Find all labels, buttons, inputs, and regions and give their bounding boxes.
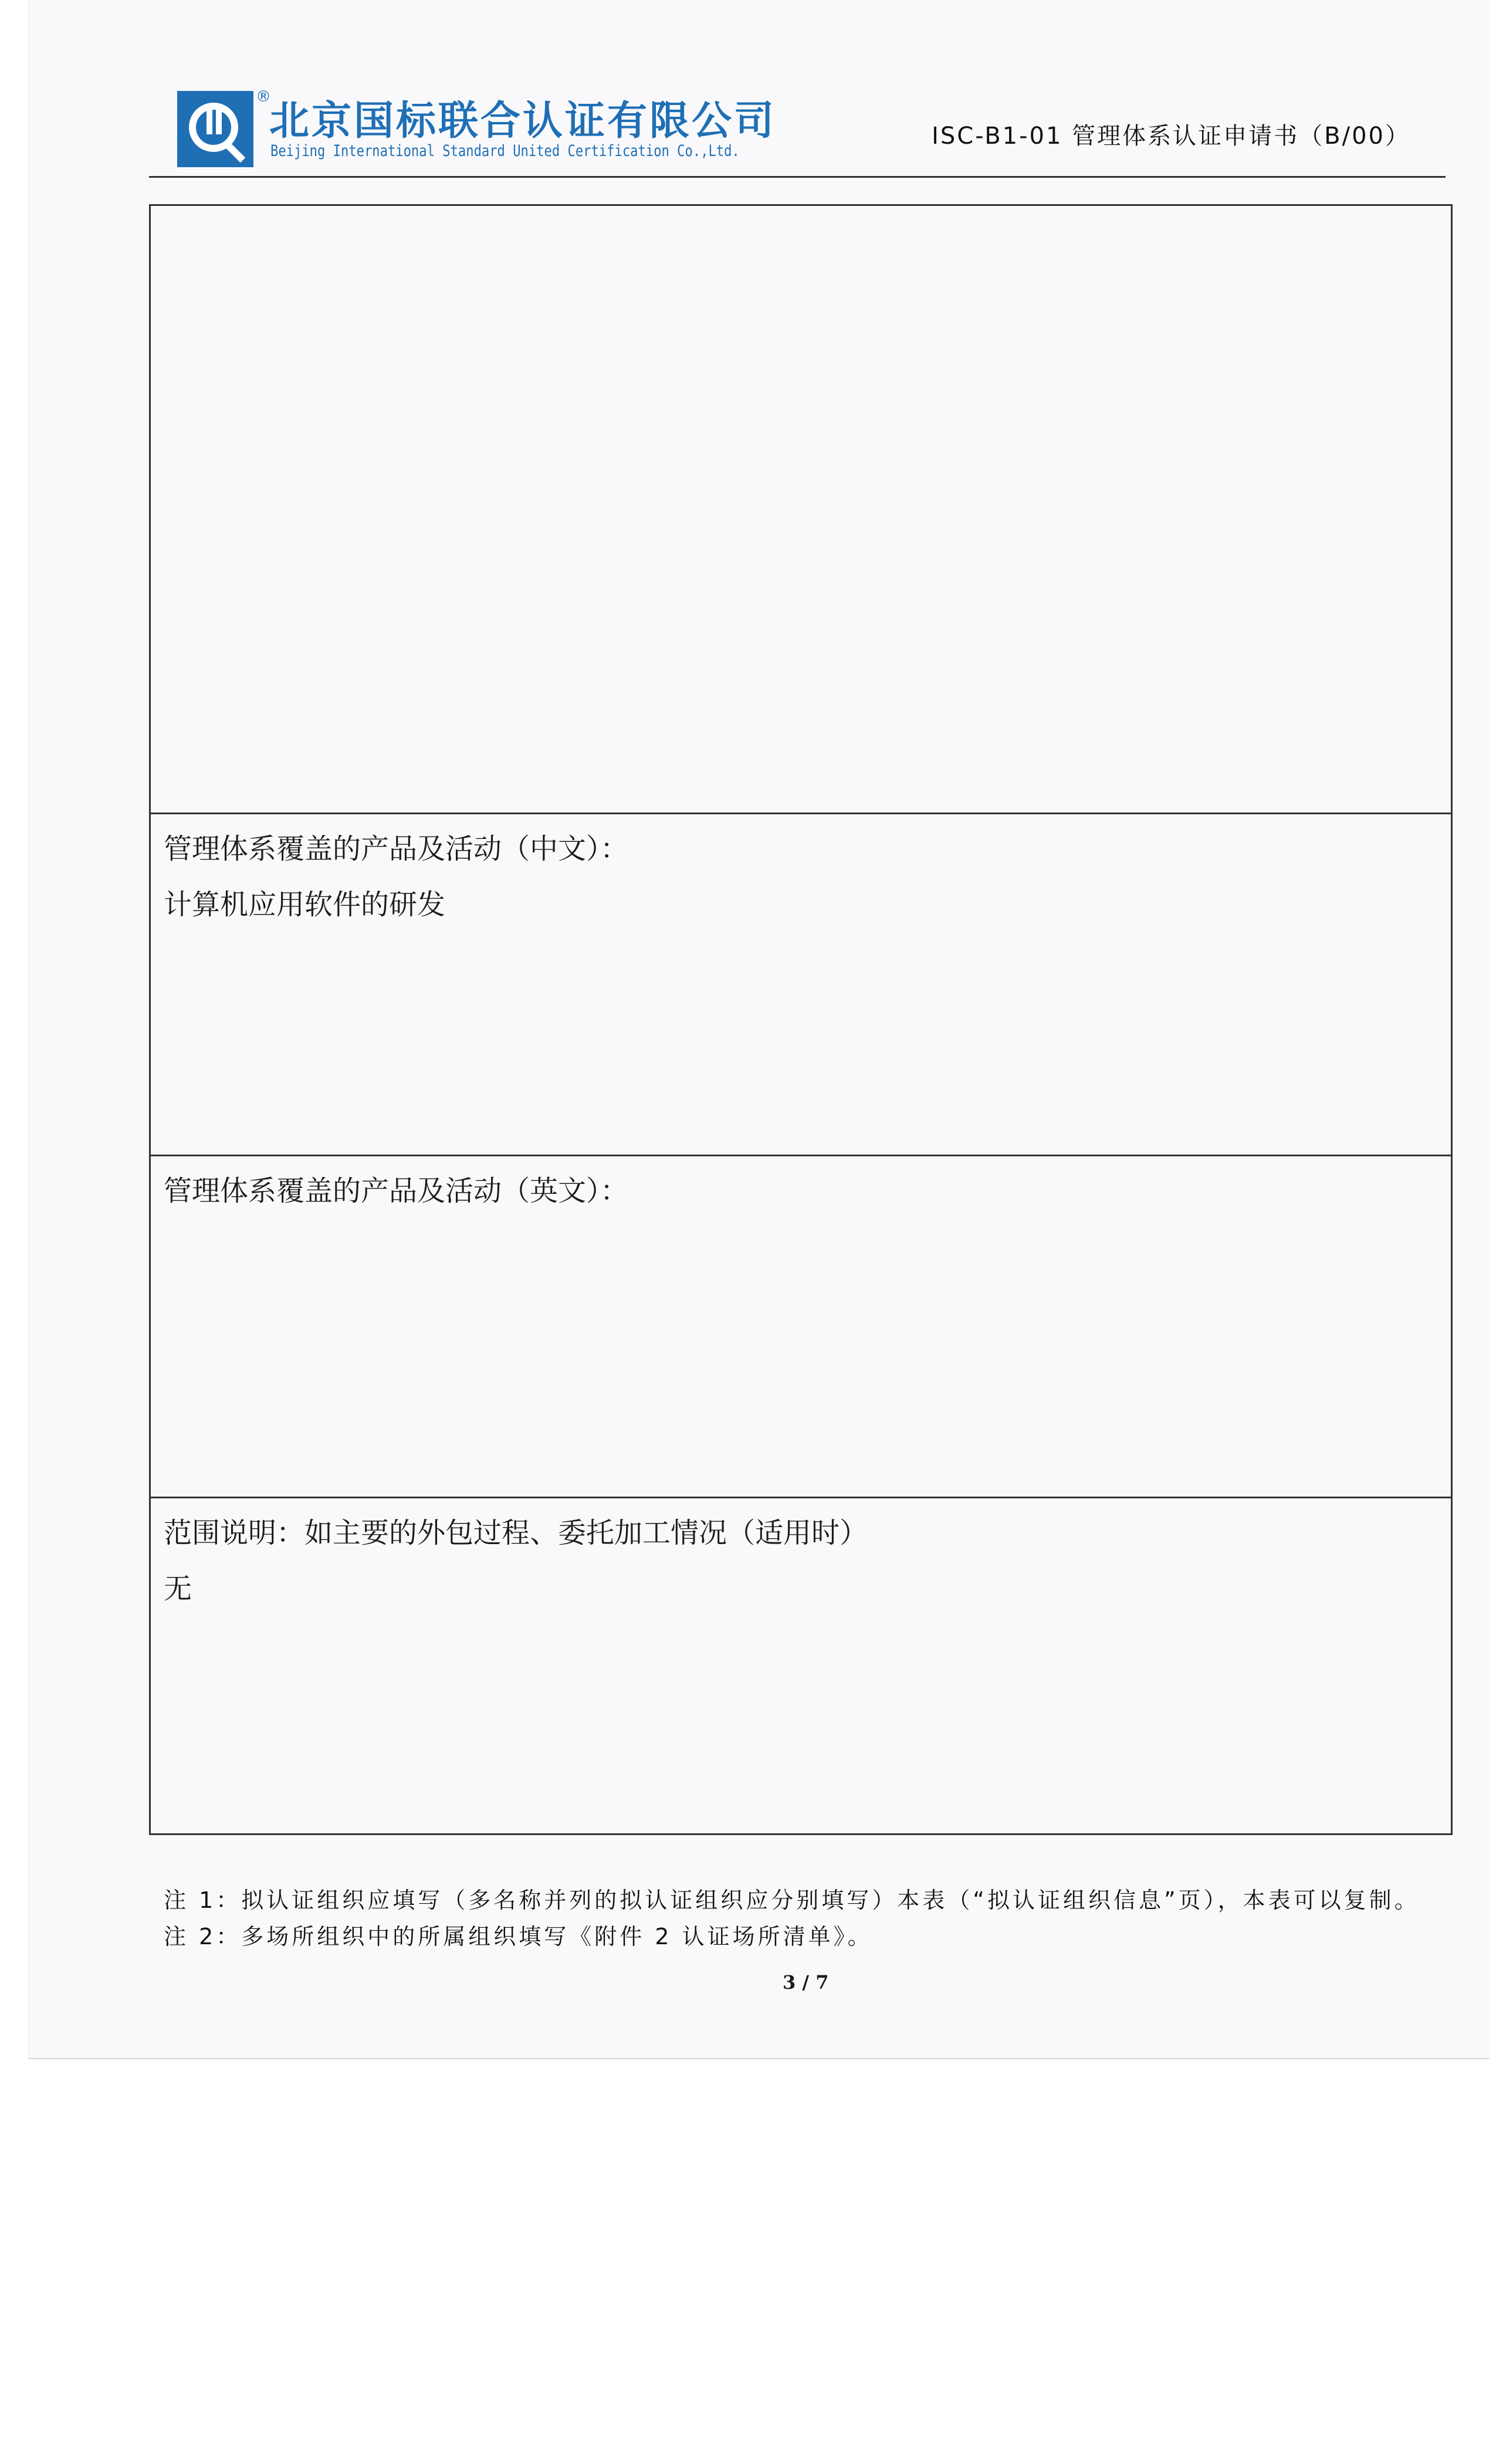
- scope-chinese-cell: [151, 814, 1451, 1156]
- footnote-1: 注 1：拟认证组织应填写（多名称并列的拟认证组织应分别填写）本表（“拟认证组织信息”页），本表可以复制。: [164, 1887, 1420, 1913]
- scope-note-cell: [151, 1498, 1451, 1835]
- footnote-2: 注 2：多场所组织中的所属组织填写《附件 2 认证场所清单》。: [164, 1924, 873, 1949]
- company-name-chinese: 北京国标联合认证有限公司: [269, 98, 777, 144]
- continued-blank-cell: [151, 206, 1451, 814]
- scope-chinese-value: 计算机应用软件的研发: [164, 888, 446, 921]
- scope-note-label: 范围说明：如主要的外包过程、委托加工情况（适用时）: [164, 1517, 868, 1549]
- scope-english-cell: [151, 1156, 1451, 1498]
- scope-note-value: 无: [164, 1572, 192, 1605]
- registered-trademark: ®: [256, 88, 271, 106]
- page-header: [149, 70, 1446, 178]
- page-number: 3 / 7: [783, 1971, 829, 1993]
- document-page: [28, 0, 1490, 2059]
- scope-chinese-label: 管理体系覆盖的产品及活动（中文）：: [164, 832, 629, 865]
- application-form-table: [149, 204, 1453, 1835]
- company-name-english: Beijing International Standard United Certification Co.,Ltd.: [270, 142, 740, 160]
- company-logo-icon: [177, 91, 253, 167]
- document-code: ISC-B1-01 管理体系认证申请书（B/00）: [932, 123, 1410, 150]
- scope-english-label: 管理体系覆盖的产品及活动（英文）：: [164, 1175, 629, 1207]
